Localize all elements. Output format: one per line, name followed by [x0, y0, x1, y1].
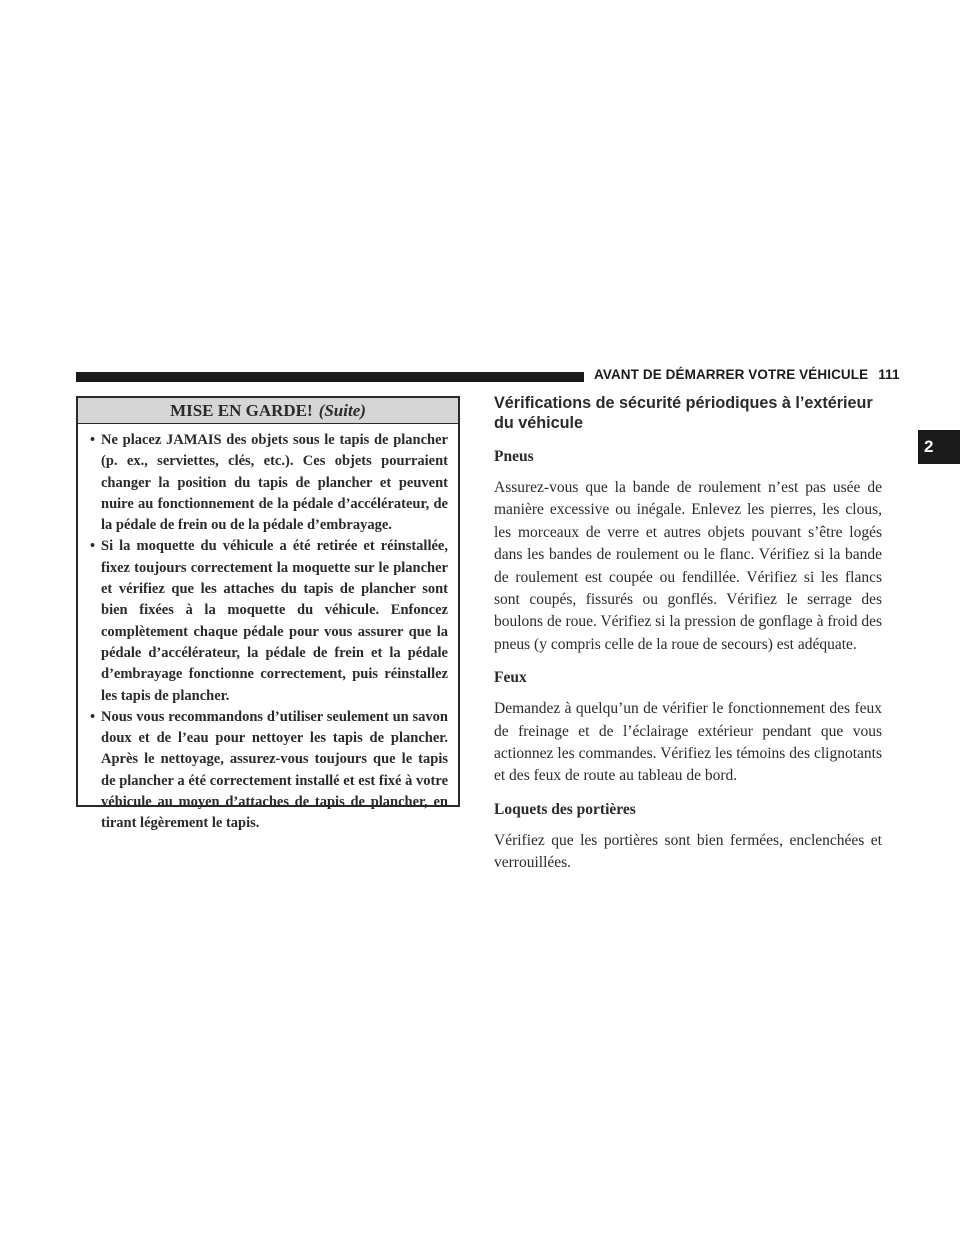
warning-box — [76, 396, 460, 832]
warning-item — [90, 707, 448, 835]
warning-item — [90, 430, 448, 536]
paragraph-tires: Assurez-vous que la bande de roulement n’est pas usée de manière excessive ou inégale. Enlevez les pierres, les clous, les morceaux de verre et autres objets pouvant s’être logés dans les bandes de roulement ou le flanc. Vérifiez si la bande de roulement est coupée ou fendillée. Vérifiez si les flancs sont coupés, fissurés ou gonflés. Vérifiez le serrage des boulons de roue. Vérifiez si la pression de gonflage à froid des pneus (y compris celle de la roue de secours) est adéquate. — [494, 479, 882, 653]
header-rule — [76, 372, 584, 382]
bullet-icon: • — [90, 432, 96, 448]
warning-title-suffix: (Suite) — [318, 401, 366, 420]
paragraph-door-latches: Vérifiez que les portières sont bien fermées, enclenchées et verrouillées. — [494, 831, 882, 872]
warning-list — [78, 424, 458, 835]
paragraph-lights: Demandez à quelqu’un de vérifier le fonctionnement des feux de freinage et de l’éclairage extérieur pendant que vous actionnez les commandes. Vérifiez les témoins des clignotants et des feux de route au tableau de bord. — [494, 700, 882, 785]
chapter-tab: 2 — [918, 430, 960, 464]
warning-item-text: Nous vous recommandons d’utiliser seulement un savon doux et de l’eau pour nettoyer les tapis de plancher. Après le nettoyage, assurez-vous toujours que le tapis de plancher a été correctement installé et est fixé à votre véhicule au moyen d’attaches de tapis de plancher, en tirant légèrement le tapis. — [101, 708, 448, 832]
warning-item-text: Si la moquette du véhicule a été retirée et réinstallée, fixez toujours correctement la moquette sur le plancher et vérifiez que les attaches du tapis de plancher sont bien fixées à la moquette du véhicule. Enfoncez complètement chaque pédale pour vous assurer que la pédale d’accélérateur, la pédale de frein et la pédale d’embrayage fonctionne correctement, puis réinstallez les tapis de plancher. — [101, 538, 448, 704]
warning-title — [78, 398, 458, 424]
warning-item-text: Ne placez JAMAIS des objets sous le tapis de plancher (p. ex., serviettes, clés, etc.). Ces objets pourraient changer la position du tapis de plancher et peuvent nuire au fonctionnement de la pédale d’accélérateur, de la pédale de frein ou de la pédale d’embrayage. — [101, 432, 448, 534]
main-column — [494, 393, 882, 887]
bullet-icon: • — [90, 538, 96, 555]
subsection-heading-door-latches: Loquets des portières — [494, 800, 636, 818]
section-title: Vérifications de sécurité périodiques à l’extérieur du véhicule — [494, 394, 873, 432]
warning-item — [90, 536, 448, 706]
running-header-title: AVANT DE DÉMARRER VOTRE VÉHICULE — [594, 367, 869, 382]
warning-title-text: MISE EN GARDE! — [170, 401, 313, 420]
subsection-heading-lights: Feux — [494, 669, 527, 687]
subsection-heading-tires: Pneus — [494, 448, 534, 465]
bullet-icon: • — [90, 708, 96, 725]
page-number: 111 — [878, 367, 900, 382]
running-header — [594, 367, 900, 382]
